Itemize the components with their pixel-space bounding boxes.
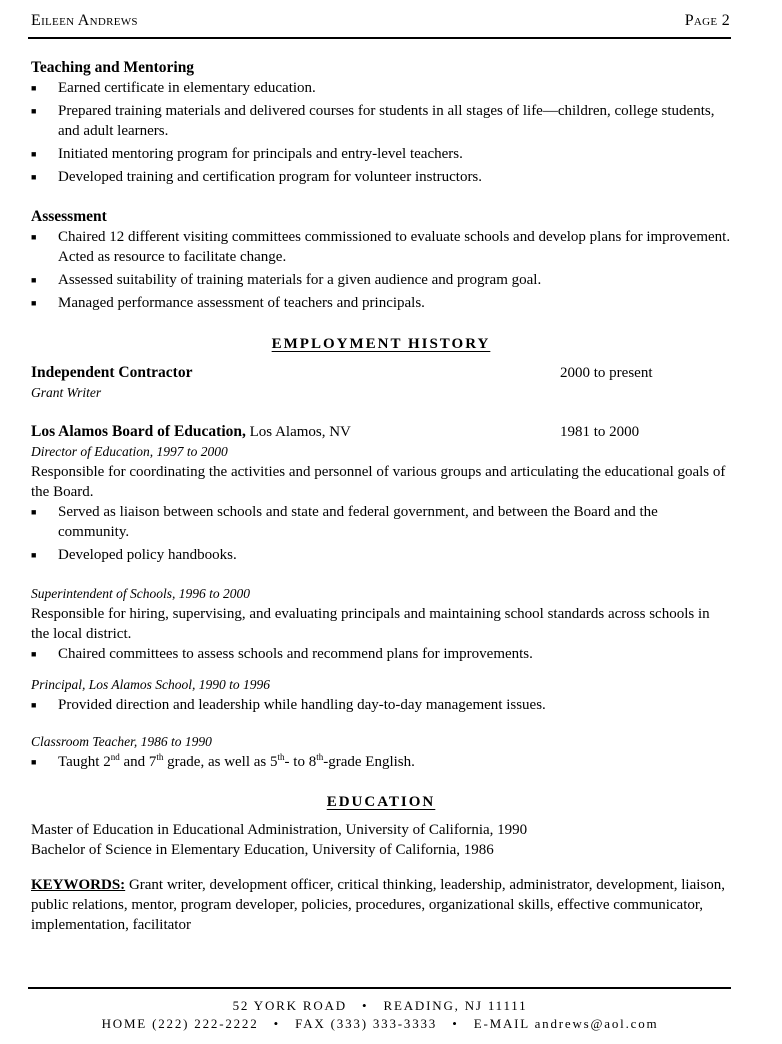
role-list [31,644,731,664]
role-title: Classroom Teacher, 1986 to 1990 [31,734,212,749]
footer-contact: HOME (222) 222-2222 • FAX (333) 333-3333 • E-MAIL andrews@aol.com [101,1016,659,1031]
list-item: ■ Developed training and certification program for volunteer instructors. [31,167,731,187]
footer-address: 52 YORK ROAD • READING, NJ 11111 [232,998,528,1013]
employment-heading: EMPLOYMENT HISTORY [271,336,491,352]
list-item: ■ Earned certificate in elementary education. [31,78,731,98]
job-dates: 1981 to 2000 [560,424,640,440]
list-item: ■ Chaired 12 different visiting committees commissioned to evaluate schools and develop plans for improvement. Acted as resource to facilitate change. [31,227,731,267]
assessment-list [31,227,731,313]
keywords-text: Grant writer, development officer, critical thinking, leadership, administrator, development, liaison, public relations, mentor, program developer, policies, procedures, organizational skills, effective communicator, implementation, facilitator [31,877,726,933]
header-rule [28,37,731,39]
assessment-heading: Assessment [31,208,107,225]
list-item: ■ Served as liaison between schools and state and federal government, and between the Board and the community. [31,502,731,542]
job-location: Los Alamos, NV [245,424,351,440]
job-org: Los Alamos Board of Education, [31,423,246,440]
role-list [31,752,731,772]
education-degree: Bachelor of Science in Elementary Education, University of California, 1986 [31,842,494,858]
list-item: ■ Taught 2nd and 7th grade, as well as 5th- to 8th-grade English. [31,752,731,772]
role-list [31,695,731,715]
job-dates: 2000 to present [560,365,653,381]
list-item: ■ Chaired committees to assess schools and recommend plans for improvements. [31,644,731,664]
resume-content [31,58,731,935]
role-description: Responsible for coordinating the activities and personnel of various groups and articulating the educational goals of the Board. [31,464,726,500]
list-item: ■ Prepared training materials and delivered courses for students in all stages of life—children, college students, and adult learners. [31,101,731,141]
role-title: Principal, Los Alamos School, 1990 to 1996 [31,677,271,692]
list-item: ■ Assessed suitability of training materials for a given audience and program goal. [31,270,731,290]
role-description: Responsible for hiring, supervising, and evaluating principals and maintaining school standards across schools in the local district. [31,606,710,642]
role-list [31,502,731,565]
footer-rule [28,987,731,989]
keywords-label: KEYWORDS: [31,877,126,893]
role-title: Superintendent of Schools, 1996 to 2000 [31,586,250,601]
job-los-alamos [31,422,731,442]
list-item: ■ Developed policy handbooks. [31,545,731,565]
role-title: Director of Education, 1997 to 2000 [31,444,228,459]
job-independent-contractor [31,363,731,383]
list-item: ■ Managed performance assessment of teachers and principals. [31,293,731,313]
teaching-heading: Teaching and Mentoring [31,59,195,76]
list-item: ■ Provided direction and leadership while handling day-to-day management issues. [31,695,731,715]
job-role: Grant Writer [31,385,102,400]
job-org: Independent Contractor [31,364,193,381]
list-item: ■ Initiated mentoring program for principals and entry-level teachers. [31,144,731,164]
keywords [31,875,731,935]
teaching-list [31,78,731,187]
header-page-number: Page 2 [684,12,730,29]
education-heading: EDUCATION [326,794,436,810]
header-name: Eileen Andrews [31,12,138,29]
education-degree: Master of Education in Educational Administration, University of California, 1990 [31,822,528,838]
